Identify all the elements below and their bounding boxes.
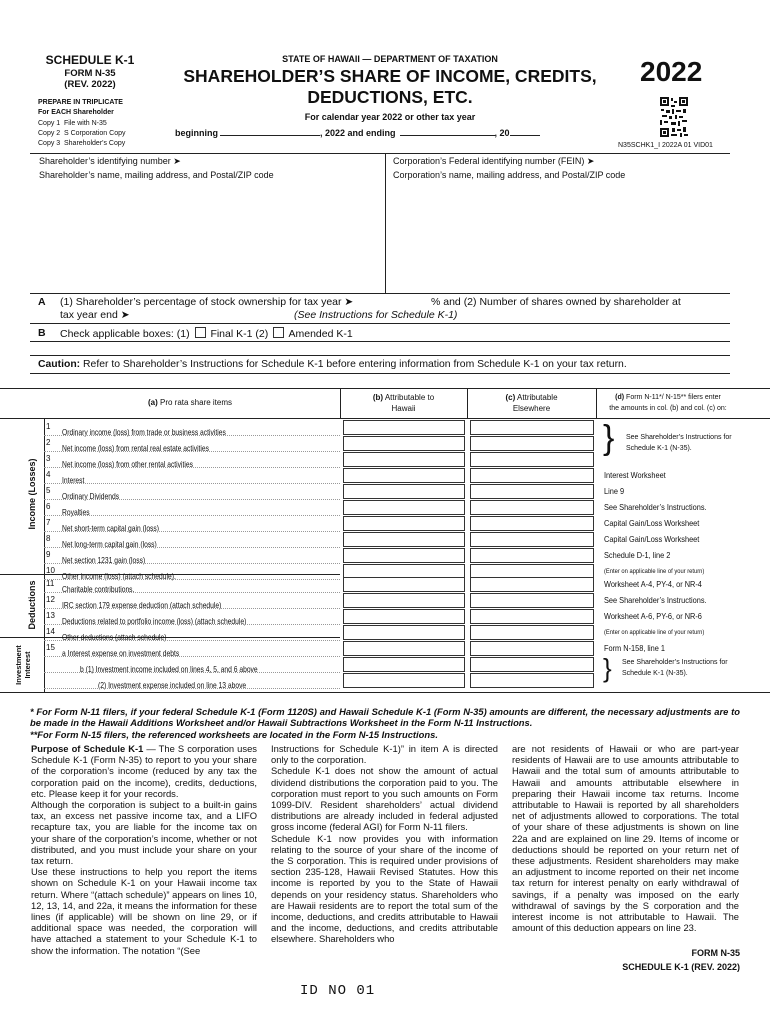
beginning-field[interactable]	[220, 135, 320, 136]
ending-field[interactable]	[400, 135, 495, 136]
hawaii-amount-input[interactable]	[343, 436, 465, 451]
hawaii-amount-input[interactable]	[343, 657, 465, 672]
corp-address-field[interactable]	[390, 184, 726, 289]
col-d-header	[598, 392, 738, 414]
brace-note-2a: See Shareholder’s Instructions for	[622, 659, 728, 666]
brace-icon: }	[603, 419, 615, 457]
col-d-line1: Form N-11*/ N-15** filers enter	[626, 394, 721, 401]
section-b-letter: B	[38, 327, 46, 339]
row-divider	[44, 563, 340, 564]
row-destination: Capital Gain/Loss Worksheet	[604, 518, 700, 528]
row-number: 11	[46, 579, 55, 588]
row-label: Deductions related to portfolio income (loss) (attach schedule)	[62, 617, 247, 626]
row-number: 13	[46, 611, 55, 620]
tax-year-range	[175, 128, 540, 138]
row-number: 14	[46, 627, 55, 636]
row-divider	[44, 640, 340, 641]
caution-label: Caution:	[38, 359, 81, 370]
row-destination: Worksheet A-4, PY-4, or NR-4	[604, 579, 702, 589]
footnote-n15: **For Form N-15 filers, the referenced worksheets are located in the Form N-15 Instructions.	[30, 729, 438, 740]
instructions-column-2	[271, 743, 498, 945]
hawaii-amount-input[interactable]	[343, 484, 465, 499]
hawaii-amount-input[interactable]	[343, 420, 465, 435]
section-a-line2: % and (2) Number of shares owned by shareholder at	[431, 296, 681, 308]
section-a-instructions: (See Instructions for Schedule K-1)	[294, 309, 458, 321]
copy-label: Copy 1	[38, 120, 61, 127]
elsewhere-amount-input[interactable]	[470, 625, 594, 640]
row-number: 1	[46, 422, 51, 431]
shares-owned-field[interactable]	[140, 307, 280, 321]
row-divider	[44, 656, 340, 657]
opt2-number: (2)	[255, 328, 269, 340]
corp-name-label: Corporation’s name, mailing address, and Postal/ZIP code	[393, 170, 626, 180]
elsewhere-amount-input[interactable]	[470, 516, 594, 531]
agency-name: STATE OF HAWAII — DEPARTMENT OF TAXATION	[282, 54, 498, 64]
amended-k1-checkbox[interactable]	[273, 327, 284, 338]
row-label: (2) Investment expense included on line 13 above	[98, 681, 247, 690]
row-number: 7	[46, 518, 51, 527]
section-b-row	[60, 327, 353, 340]
row-label: Other income (loss) (attach schedule).	[62, 572, 176, 581]
for-each-shareholder: For EACH Shareholder	[38, 109, 114, 116]
elsewhere-amount-input[interactable]	[470, 436, 594, 451]
footnote-n11: * For Form N-11 filers, if your federal Schedule K-1 (Form 1120S) and Hawaii Schedule K-1 (Form N-35) amounts are different, the necessary adjustments are to be made in the Hawaii Additions Worksheet and/or Hawaii Subtractions Worksheet in the Form N-11 Instructions.	[30, 706, 740, 728]
form-number: FORM N-35	[64, 68, 116, 79]
row-number: 10	[46, 566, 55, 575]
col-c-line1: Attributable	[517, 393, 558, 402]
prepare-triplicate: PREPARE IN TRIPLICATE	[38, 99, 123, 106]
row-number: 9	[46, 550, 51, 559]
col-a-title: Pro rata share items	[159, 398, 233, 407]
hawaii-amount-input[interactable]	[343, 593, 465, 608]
row-number: 15	[46, 643, 55, 652]
col-b-line1: Attributable to	[384, 393, 435, 402]
row-divider	[44, 483, 340, 484]
section-a-line1: (1) Shareholder’s percentage of stock ownership for tax year ➤	[60, 296, 354, 308]
row-destination: Line 9	[604, 486, 625, 496]
hawaii-amount-input[interactable]	[343, 468, 465, 483]
row-label: b (1) Investment income included on lines 4, 5, and 6 above	[80, 665, 258, 674]
instructions-col2-p2: Schedule K-1 does not show the amount of actual dividend distributions the corporation paid to you. The corporation must report to you such amounts on Form 1099-DIV. Resident shareholders’ actual dividend distributions are already included in federal adjusted gross income (federal AGI) for Form N-11 filers.	[271, 765, 498, 833]
row-destination: See Shareholder’s Instructions.	[604, 502, 707, 512]
brace-icon: }	[603, 653, 612, 683]
elsewhere-amount-input[interactable]	[470, 609, 594, 624]
row-label: Net long-term capital gain (loss)	[62, 540, 157, 549]
instructions-col3-p1: are not residents of Hawaii or who are part-year residents of Hawaii are to use amounts attributable to Hawaii and the total sum of amounts attributable to Hawaii and amounts attributable elsewhere in preparing their Hawaii income tax returns. Income attributable to Hawaii is reported by all shareholders net of adjustments allowed to corporations. The total of your share of these adjustments is shown on line 22a and are explained on line 29. Items of income or deductions should be reported on your return net of these adjustments. Resident shareholders may make an adjustment to income reported on their net income tax return for interest penalty on early withdrawal of savings, if a penalty was imposed on the early withdrawal of savings by the S corporation and the interest income is not attributable to Hawaii. The amount of this deduction appears on line 23.	[512, 743, 739, 934]
row-label: Charitable contributions.	[62, 585, 135, 594]
row-destination: Capital Gain/Loss Worksheet	[604, 534, 700, 544]
col-c-header	[468, 392, 595, 414]
instructions-column-3	[512, 743, 739, 933]
elsewhere-amount-input[interactable]	[470, 452, 594, 467]
hawaii-amount-input[interactable]	[343, 641, 465, 656]
copy-label: Copy 2	[38, 130, 61, 137]
row-divider	[44, 515, 340, 516]
row-number: 2	[46, 438, 51, 447]
group-income-label: Income (Losses)	[27, 458, 37, 530]
elsewhere-amount-input[interactable]	[470, 577, 594, 592]
col-a-letter: (a)	[147, 398, 158, 407]
instructions-col2-p3: Schedule K-1 now provides you with information relating to the source of your share of the income of the S corporation. This is required under provisions of section 235-128, Hawaii Revised Statutes. How this income is reported by you to the State of Hawaii depends on your residency status. Shareholders who are Hawaii residents are to report the total sum of the income, deductions, and credits attributable to Hawaii and the income, deductions, and credits attributable elsewhere. Shareholders who	[271, 832, 498, 945]
row-label: Ordinary income (loss) from trade or business activities	[62, 428, 226, 437]
id-stamp: ID NO 01	[300, 983, 376, 999]
final-k1-checkbox[interactable]	[195, 327, 206, 338]
brace-note-2	[622, 657, 728, 679]
row-label: Ordinary Dividends	[62, 492, 120, 501]
row-label: Royalties	[62, 508, 90, 517]
col-b-letter: (b)	[372, 393, 384, 402]
group-investment-line1: Investment	[14, 645, 23, 685]
hawaii-amount-input[interactable]	[343, 500, 465, 515]
hawaii-amount-input[interactable]	[343, 516, 465, 531]
form-title	[170, 66, 610, 108]
amended-k1-label: Amended K-1	[288, 328, 353, 340]
elsewhere-amount-input[interactable]	[470, 500, 594, 515]
final-k1-label: Final K-1	[210, 328, 253, 340]
brace-note-2b: Schedule K-1 (N-35).	[622, 670, 688, 677]
hawaii-amount-input[interactable]	[343, 548, 465, 563]
opt1-number: (1)	[176, 328, 190, 340]
beginning-label: beginning	[175, 128, 218, 138]
group-investment-line2: Interest	[23, 651, 32, 679]
instructions-col1-p2: Although the corporation is subject to a built-in gains tax, an excess net passive income tax, and a LIFO recapture tax, you are liable for the income tax on your share of the corporation’s income, whether or not distributed, and you must include your share on your tax return.	[31, 799, 257, 867]
row-divider	[44, 688, 340, 689]
copies-list	[38, 119, 125, 149]
elsewhere-amount-input[interactable]	[470, 468, 594, 483]
row-label: Net income (loss) from rental real estate activities	[62, 444, 210, 453]
qr-code-icon	[660, 97, 688, 137]
instructions-column-1	[31, 743, 257, 956]
row-divider	[44, 435, 340, 436]
schedule-label: SCHEDULE K-1	[45, 53, 135, 67]
section-a-line3: tax year end ➤	[60, 309, 130, 321]
brace-note-1	[626, 432, 732, 454]
caution-line	[38, 359, 627, 370]
section-b-text: Check applicable boxes:	[60, 328, 174, 340]
shareholder-name-label: Shareholder’s name, mailing address, and Postal/ZIP code	[39, 170, 274, 180]
hawaii-amount-input[interactable]	[343, 532, 465, 547]
corp-fein-label: Corporation’s Federal identifying number (FEIN) ➤	[393, 156, 595, 166]
col-a-header	[40, 398, 340, 407]
brace-note-1b: Schedule K-1 (N-35).	[626, 445, 692, 452]
elsewhere-amount-input[interactable]	[470, 420, 594, 435]
row-destination: Worksheet A-6, PY-6, or NR-6	[604, 611, 702, 621]
row-number: 4	[46, 470, 51, 479]
hawaii-amount-input[interactable]	[343, 577, 465, 592]
form-revision: (REV. 2022)	[64, 79, 116, 90]
row-destination: (Enter on applicable line of your return)	[604, 568, 705, 575]
col-d-letter: (d)	[615, 394, 625, 401]
footer-schedule: SCHEDULE K-1 (REV. 2022)	[622, 962, 740, 972]
col-c-line2: Elsewhere	[512, 404, 551, 413]
col-b-header	[341, 392, 466, 414]
row-divider	[44, 547, 340, 548]
purpose-text: — The S corporation uses Schedule K-1 (Form N-35) to report to you your share of the corporation’s income (reduced by any tax the corporation paid on the income), credits, deductions, etc. Please keep it for your records.	[31, 743, 257, 799]
purpose-title: Purpose of Schedule K-1	[31, 743, 144, 754]
row-label: a Interest expense on investment debts	[62, 649, 180, 658]
row-destination: Form N-158, line 1	[604, 643, 666, 653]
row-number: 5	[46, 486, 51, 495]
elsewhere-amount-input[interactable]	[470, 657, 594, 672]
title-line-1: SHAREHOLDER’S SHARE OF INCOME, CREDITS,	[183, 66, 597, 86]
row-label: Interest	[62, 476, 85, 485]
form-code: N35SCHK1_I 2022A 01 VID01	[618, 142, 713, 149]
hawaii-amount-input[interactable]	[343, 673, 465, 688]
row-label: Other deductions (attach schedule)	[62, 633, 167, 642]
footer-form: FORM N-35	[691, 948, 740, 958]
calendar-year: For calendar year 2022 or other tax year	[304, 112, 476, 122]
row-label-wrap	[98, 675, 334, 693]
row-destination: See Shareholder’s Instructions.	[604, 595, 707, 605]
year-suffix: , 20	[494, 128, 510, 138]
elsewhere-amount-input[interactable]	[470, 641, 594, 656]
copy-label: Copy 3	[38, 140, 61, 147]
copy-desc: File with N-35	[64, 120, 107, 127]
ending-label: , 2022 and ending	[320, 128, 396, 138]
hawaii-amount-input[interactable]	[343, 452, 465, 467]
shareholder-id-label: Shareholder’s identifying number ➤	[39, 156, 181, 166]
row-divider	[44, 608, 340, 609]
row-number: 3	[46, 454, 51, 463]
row-number: 6	[46, 502, 51, 511]
row-divider	[44, 672, 340, 673]
instructions-col2-p1: Instructions for Schedule K-1)” in item A is directed only to the corporation.	[271, 743, 498, 766]
section-a-letter: A	[38, 296, 46, 308]
tax-year: 2022	[640, 56, 703, 87]
group-investment-label	[14, 639, 32, 691]
shareholder-address-field[interactable]	[36, 184, 380, 289]
row-divider	[44, 451, 340, 452]
row-divider	[44, 624, 340, 625]
row-label: Net short-term capital gain (loss)	[62, 524, 160, 533]
row-divider	[44, 531, 340, 532]
hawaii-amount-input[interactable]	[343, 625, 465, 640]
row-divider	[44, 467, 340, 468]
col-c-letter: (c)	[505, 393, 516, 402]
row-divider	[44, 592, 340, 593]
row-number: 12	[46, 595, 55, 604]
copy-desc: S Corporation Copy	[64, 130, 126, 137]
col-d-line2: the amounts in col. (b) and col. (c) on:	[609, 405, 727, 412]
row-label: Net income (loss) from other rental activities	[62, 460, 193, 469]
row-destination: Interest Worksheet	[604, 470, 666, 480]
row-destination: (Enter on applicable line of your return)	[604, 629, 705, 636]
copy-desc: Shareholder's Copy	[64, 140, 126, 147]
row-divider	[44, 499, 340, 500]
ownership-percent-field[interactable]	[352, 294, 430, 308]
brace-note-1a: See Shareholder’s Instructions for	[626, 434, 732, 441]
elsewhere-amount-input[interactable]	[470, 484, 594, 499]
row-label: Net section 1231 gain (loss)	[62, 556, 146, 565]
ending-year-field[interactable]	[510, 135, 540, 136]
elsewhere-amount-input[interactable]	[470, 673, 594, 688]
hawaii-amount-input[interactable]	[343, 609, 465, 624]
title-line-2: DEDUCTIONS, ETC.	[307, 87, 473, 107]
elsewhere-amount-input[interactable]	[470, 532, 594, 547]
instructions-col1-p3: Use these instructions to help you report the items shown on Schedule K-1 on your Hawaii income tax return. Where “(attach schedule)” appears on lines 10, 12, 13, 14, and 22a, it means the information for these lines (if applicable) will be shown on line 29, or if additional space was needed, the corporation will have attached a statement to your Schedule K-1 to show the information. The notation “(See	[31, 866, 257, 956]
row-label: IRC section 179 expense deduction (attach schedule)	[62, 601, 222, 610]
col-b-line2: Hawaii	[391, 404, 416, 413]
caution-text: Refer to Shareholder’s Instructions for Schedule K-1 before entering information from Schedule K-1 on your tax return.	[83, 359, 627, 370]
elsewhere-amount-input[interactable]	[470, 548, 594, 563]
row-destination: Schedule D-1, line 2	[604, 550, 671, 560]
group-deductions-label: Deductions	[27, 580, 37, 630]
row-number: 8	[46, 534, 51, 543]
elsewhere-amount-input[interactable]	[470, 593, 594, 608]
